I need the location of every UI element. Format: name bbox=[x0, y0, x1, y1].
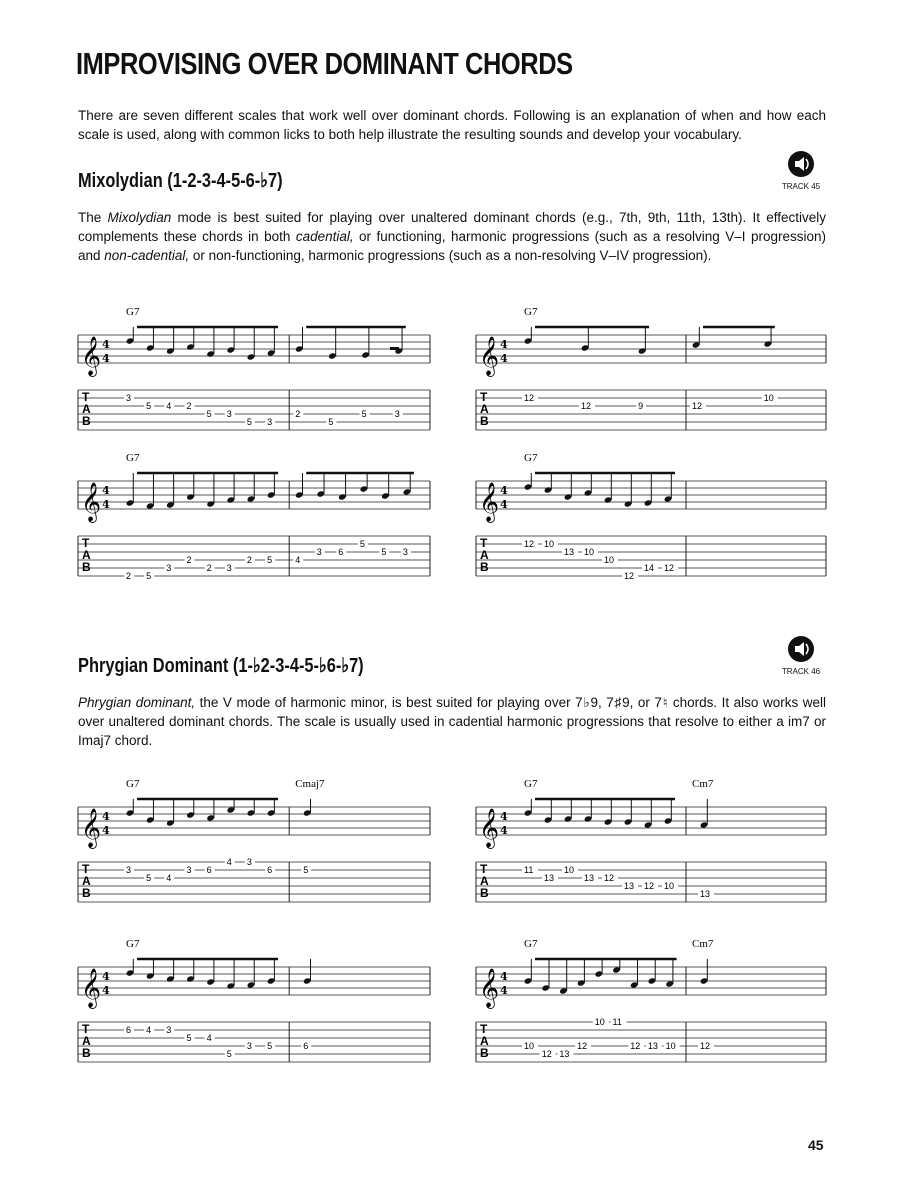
section-heading-phrygian-dominant: Phrygian Dominant (1-♭2-3-4-5-♭6-♭7) bbox=[78, 655, 364, 677]
tab-number: 12 bbox=[524, 539, 535, 549]
music-example-phrygian-2 bbox=[476, 772, 826, 917]
tab-number: 2 bbox=[126, 571, 132, 581]
section-heading-mixolydian: Mixolydian (1-2-3-4-5-6-♭7) bbox=[78, 170, 283, 192]
tab-letter: A bbox=[82, 874, 91, 888]
tab-letter: T bbox=[480, 536, 488, 550]
time-signature-bottom: 4 bbox=[102, 984, 110, 997]
tab-number: 3 bbox=[316, 547, 322, 557]
music-example-phrygian-4 bbox=[476, 932, 826, 1072]
tab-letter: A bbox=[82, 1034, 91, 1048]
track-label: TRACK 45 bbox=[781, 182, 821, 191]
tab-number: 2 bbox=[246, 555, 252, 565]
tab-letter: A bbox=[480, 548, 489, 562]
treble-clef: 𝄞 bbox=[81, 482, 102, 522]
audio-track-icon[interactable] bbox=[787, 635, 815, 663]
tab-number: 5 bbox=[226, 1049, 232, 1059]
phrygian-description: Phrygian dominant, the V mode of harmonic minor, is best suited for playing over 7♭9, 7♯9, or 7♮ chords. It also works well over unaltered dominant chords. The scale is usually used in cadential harmonic progressions that resolve to either a im7 or Imaj7 chord. bbox=[78, 695, 826, 748]
tab-number: 6 bbox=[303, 1041, 309, 1051]
tab-number: 10 bbox=[544, 539, 555, 549]
chord-symbol: G7 bbox=[524, 938, 538, 950]
chord-symbol: Cm7 bbox=[692, 778, 714, 790]
treble-clef: 𝄞 bbox=[81, 336, 102, 376]
tab-number: 6 bbox=[126, 1025, 132, 1035]
tab-number: 5 bbox=[146, 873, 152, 883]
tab-number: 3 bbox=[402, 547, 408, 557]
chord-symbol: Cmaj7 bbox=[295, 778, 325, 790]
tab-letter: B bbox=[82, 414, 91, 428]
tab-number: 5 bbox=[186, 1033, 192, 1043]
tab-number: 12 bbox=[700, 1041, 711, 1051]
tab-number: 3 bbox=[226, 563, 232, 573]
tab-number: 2 bbox=[206, 563, 212, 573]
time-signature-bottom: 4 bbox=[102, 498, 110, 511]
tab-letter: A bbox=[480, 402, 489, 416]
tab-letter: A bbox=[82, 548, 91, 562]
tab-number: 5 bbox=[206, 409, 212, 419]
tab-number: 5 bbox=[246, 417, 252, 427]
chord-symbol: G7 bbox=[524, 778, 538, 790]
time-signature-top: 4 bbox=[102, 338, 110, 351]
tab-number: 11 bbox=[524, 865, 534, 875]
page-title: IMPROVISING OVER DOMINANT CHORDS bbox=[76, 46, 573, 81]
tab-number: 5 bbox=[267, 1041, 273, 1051]
tab-letter: T bbox=[480, 390, 488, 404]
tab-number: 13 bbox=[544, 873, 555, 883]
tab-number: 13 bbox=[564, 547, 575, 557]
tab-letter: A bbox=[480, 874, 489, 888]
tab-number: 10 bbox=[664, 881, 675, 891]
tab-number: 10 bbox=[564, 865, 575, 875]
tab-number: 3 bbox=[267, 417, 273, 427]
tab-number: 3 bbox=[126, 393, 132, 403]
tab-letter: B bbox=[480, 414, 489, 428]
tab-number: 2 bbox=[186, 401, 192, 411]
tab-number: 10 bbox=[584, 547, 595, 557]
tab-number: 5 bbox=[361, 409, 367, 419]
tab-number: 3 bbox=[166, 1025, 172, 1035]
treble-clef: 𝄞 bbox=[479, 968, 500, 1008]
treble-clef: 𝄞 bbox=[81, 968, 102, 1008]
page-number: 45 bbox=[808, 1137, 824, 1153]
track-label: TRACK 46 bbox=[781, 667, 821, 676]
tab-number: 5 bbox=[146, 571, 152, 581]
tab-number: 3 bbox=[226, 409, 232, 419]
chord-symbol: Cm7 bbox=[692, 938, 714, 950]
tab-letter: B bbox=[82, 1046, 91, 1060]
treble-clef: 𝄞 bbox=[479, 808, 500, 848]
treble-clef: 𝄞 bbox=[479, 336, 500, 376]
tab-letter: A bbox=[82, 402, 91, 416]
audio-track-icon[interactable] bbox=[787, 150, 815, 178]
time-signature-bottom: 4 bbox=[102, 824, 110, 837]
mixolydian-description: The Mixolydian mode is best suited for playing over unaltered dominant chords (e.g., 7th, 9th, 11th, 13th). It effectively complements these chords in both cadential, or functioning, harmonic progressions (such as a resolving V–I progression) and non-cadential, or non-functioning, harmonic progressions (such as a non-resolving V–IV progression). bbox=[78, 210, 826, 263]
time-signature-top: 4 bbox=[500, 970, 508, 983]
time-signature-top: 4 bbox=[102, 484, 110, 497]
tab-number: 3 bbox=[246, 1041, 252, 1051]
time-signature-top: 4 bbox=[102, 810, 110, 823]
tab-number: 2 bbox=[295, 409, 301, 419]
tab-number: 9 bbox=[638, 401, 644, 411]
tab-number: 13 bbox=[647, 1041, 658, 1051]
tab-letter: B bbox=[82, 886, 91, 900]
tab-number: 3 bbox=[186, 865, 192, 875]
tab-number: 12 bbox=[630, 1041, 641, 1051]
time-signature-top: 4 bbox=[500, 810, 508, 823]
tab-number: 4 bbox=[166, 873, 172, 883]
tab-number: 6 bbox=[338, 547, 344, 557]
tab-number: 10 bbox=[763, 393, 774, 403]
tab-letter: T bbox=[82, 536, 90, 550]
tab-number: 12 bbox=[664, 563, 675, 573]
time-signature-top: 4 bbox=[102, 970, 110, 983]
time-signature-bottom: 4 bbox=[500, 498, 508, 511]
chord-symbol: G7 bbox=[126, 778, 140, 790]
tab-number: 11 bbox=[612, 1017, 622, 1027]
tab-number: 13 bbox=[584, 873, 595, 883]
tab-number: 5 bbox=[328, 417, 334, 427]
tab-number: 4 bbox=[146, 1025, 152, 1035]
music-example-phrygian-3 bbox=[78, 932, 430, 1072]
treble-clef: 𝄞 bbox=[81, 808, 102, 848]
tab-letter: B bbox=[82, 560, 91, 574]
tab-number: 13 bbox=[559, 1049, 570, 1059]
tab-letter: A bbox=[480, 1034, 489, 1048]
tab-number: 5 bbox=[267, 555, 273, 565]
tab-letter: B bbox=[480, 560, 489, 574]
time-signature-top: 4 bbox=[500, 484, 508, 497]
chord-symbol: G7 bbox=[126, 938, 140, 950]
tab-number: 12 bbox=[581, 401, 592, 411]
intro-paragraph: There are seven different scales that work well over dominant chords. Following is an explanation of when and how each scale is used, along with common licks to both help illustrate the resulting sounds and develop your vocabulary. bbox=[78, 108, 826, 142]
tab-number: 10 bbox=[524, 1041, 535, 1051]
tab-number: 3 bbox=[394, 409, 400, 419]
tab-number: 2 bbox=[186, 555, 192, 565]
tab-number: 4 bbox=[226, 857, 232, 867]
tab-number: 5 bbox=[359, 539, 365, 549]
tab-number: 4 bbox=[295, 555, 301, 565]
tab-number: 12 bbox=[541, 1049, 552, 1059]
tab-letter: T bbox=[82, 862, 90, 876]
tab-number: 3 bbox=[126, 865, 132, 875]
chord-symbol: G7 bbox=[524, 452, 538, 464]
tab-number: 6 bbox=[267, 865, 273, 875]
tab-number: 10 bbox=[665, 1041, 676, 1051]
time-signature-bottom: 4 bbox=[500, 984, 508, 997]
chord-symbol: G7 bbox=[524, 306, 538, 318]
music-example-mixolydian-1 bbox=[78, 300, 430, 440]
tab-number: 14 bbox=[644, 563, 655, 573]
tab-number: 6 bbox=[206, 865, 212, 875]
tab-number: 5 bbox=[303, 865, 309, 875]
tab-number: 10 bbox=[594, 1017, 605, 1027]
tab-number: 13 bbox=[624, 881, 635, 891]
time-signature-bottom: 4 bbox=[500, 824, 508, 837]
tab-letter: B bbox=[480, 886, 489, 900]
time-signature-bottom: 4 bbox=[500, 352, 508, 365]
tab-number: 12 bbox=[692, 401, 703, 411]
time-signature-top: 4 bbox=[500, 338, 508, 351]
time-signature-bottom: 4 bbox=[102, 352, 110, 365]
treble-clef: 𝄞 bbox=[479, 482, 500, 522]
tab-number: 12 bbox=[604, 873, 615, 883]
tab-number: 12 bbox=[577, 1041, 588, 1051]
music-example-mixolydian-3 bbox=[78, 446, 430, 586]
tab-letter: T bbox=[480, 1022, 488, 1036]
tab-letter: B bbox=[480, 1046, 489, 1060]
tab-number: 3 bbox=[246, 857, 252, 867]
tab-number: 13 bbox=[700, 889, 711, 899]
tab-number: 5 bbox=[146, 401, 152, 411]
rest bbox=[390, 347, 399, 350]
tab-letter: T bbox=[82, 1022, 90, 1036]
chord-symbol: G7 bbox=[126, 452, 140, 464]
tab-number: 4 bbox=[206, 1033, 212, 1043]
tab-letter: T bbox=[480, 862, 488, 876]
tab-number: 12 bbox=[624, 571, 635, 581]
tab-number: 5 bbox=[381, 547, 387, 557]
tab-number: 3 bbox=[166, 563, 172, 573]
music-example-mixolydian-4 bbox=[476, 446, 826, 586]
tab-letter: T bbox=[82, 390, 90, 404]
tab-number: 10 bbox=[604, 555, 615, 565]
tab-number: 12 bbox=[644, 881, 655, 891]
tab-number: 12 bbox=[524, 393, 535, 403]
chord-symbol: G7 bbox=[126, 306, 140, 318]
music-example-mixolydian-2 bbox=[476, 300, 826, 440]
music-example-phrygian-1 bbox=[78, 772, 430, 917]
tab-number: 4 bbox=[166, 401, 172, 411]
